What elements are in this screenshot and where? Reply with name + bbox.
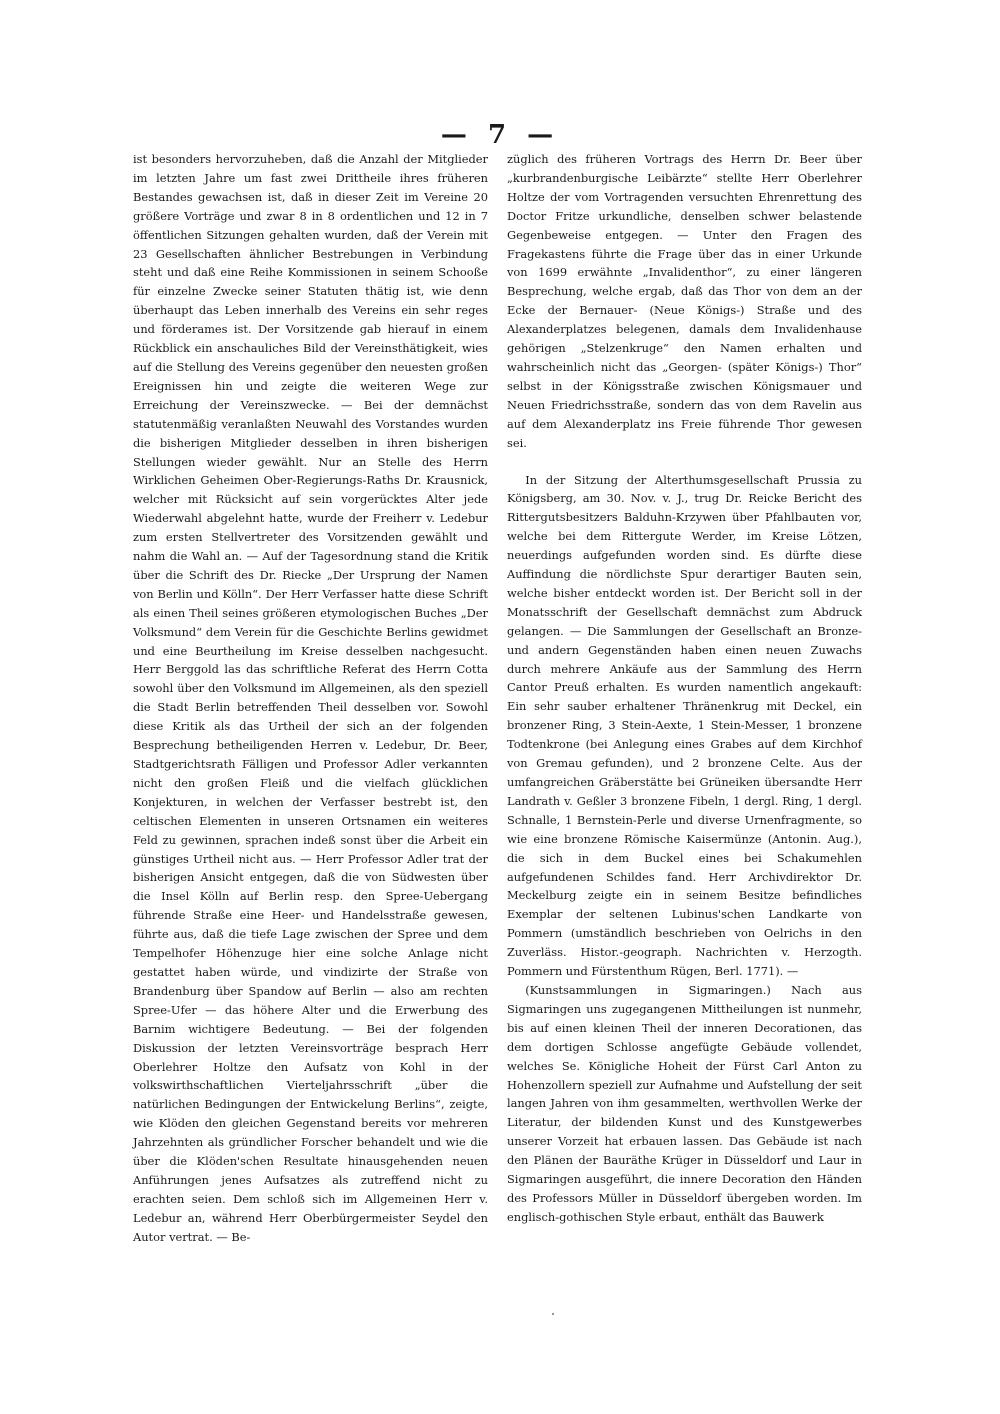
right-column bbox=[507, 150, 862, 1227]
paragraph: züglich des früheren Vortrags des Herrn Dr. Beer über „kurbrandenburgische Leibärzte“ stellte Herr Oberlehrer Holtze der vom Vortragenden versuchten Ehrenrettung des Doctor Fritze urkundliche, denselben schwer belastende Gegenbeweise entgegen. — Unter den Fragen des Fragekastens führte die Frage über das in einer Urkunde von 1699 erwähnte „Invalidenthor“, zu einer längeren Besprechung, welche ergab, daß das Thor von dem an der Ecke der Bernauer- (Neue Königs-) Straße und des Alexanderplatzes belegenen, damals dem Invalidenhause gehörigen „Stelzenkruge“ den Namen erhalten und wahrscheinlich nicht das „Georgen- (später Königs-) Thor“ selbst in der Königsstraße zwischen Königsmauer und Neuen Friedrichsstraße, sondern das von dem Ravelin aus auf dem Alexanderplatz ins Freie führende Thor gewesen sei. bbox=[507, 152, 862, 450]
print-speck bbox=[552, 1313, 554, 1315]
paragraph: In der Sitzung der Alterthumsgesellschaft Prussia zu Königsberg, am 30. Nov. v. J., trug Dr. Reicke Bericht des Rittergutsbesitzers Balduhn-Krzywen über Pfahlbauten vor, welche bei dem Rittergute Werder, im Kreise Lötzen, neuerdings aufgefunden worden sind. Es dürfte diese Auffindung die nördlichste Spur derartiger Bauten sein, welche bisher entdeckt worden ist. Der Bericht soll in der Monatsschrift der Gesellschaft demnächst zum Abdruck gelangen. — Die Sammlungen der Gesellschaft an Bronze- und andern Gegenständen haben einen neuen Zuwachs durch mehrere Ankäufe aus der Sammlung des Herrn Cantor Preuß erhalten. Es wurden namentlich angekauft: Ein sehr sauber erhaltener Thränenkrug mit Deckel, ein bronzener Ring, 3 Stein-Aexte, 1 Stein-Messer, 1 bronzene Todtenkrone (bei Anlegung eines Grabes auf dem Kirchhof von Gremau gefunden), und 2 bronzene Celte. Aus der umfangreichen Gräberstätte bei Grüneiken übersandte Herr Landrath v. Geßler 3 bronzene Fibeln, 1 dergl. Ring, 1 dergl. Schnalle, 1 Bernstein-Perle und diverse Urnenfragmente, so wie eine bronzene Römische Kaisermünze (Antonin. Aug.), die sich in dem Buckel eines bei Schakumehlen aufgefundenen Schildes fand. Herr Archivdirektor Dr. Meckelburg zeigte ein in seinem Besitze befindliches Exemplar der seltenen Lubinus'schen Landkarte von Pommern (umständlich beschrieben von Oelrichs in den Zuverläss. Histor.-geograph. Nachrichten v. Herzogth. Pommern und Fürstenthum Rügen, Berl. 1771). — bbox=[507, 472, 862, 979]
left-column bbox=[133, 150, 488, 1247]
page-number: — 7 — bbox=[440, 120, 560, 150]
paragraph: (Kunstsammlungen in Sigmaringen.) Nach aus Sigmaringen uns zugegangenen Mittheilungen ist nunmehr, bis auf einen kleinen Theil der inneren Decorationen, das dem dortigen Schlosse angefügte Gebäude vollendet, welches Se. Königliche Hoheit der Fürst Carl Anton zu Hohenzollern speziell zur Aufnahme und Aufstellung der seit langen Jahren von ihm gesammelten, werthvollen Werke der Literatur, der bildenden Kunst und des Kunstgewerbes unserer Vorzeit hat erbauen lassen. Das Gebäude ist nach den Plänen der Bauräthe Krüger in Düsseldorf und Laur in Sigmaringen ausgeführt, die innere Decoration den Händen des Professors Müller in Düsseldorf übergeben worden. Im englisch-gothischen Style erbaut, enthält das Bauwerk bbox=[507, 982, 862, 1224]
paragraph: ist besonders hervorzuheben, daß die Anzahl der Mitglieder im letzten Jahre um fast zwei Drittheile ihres früheren Bestandes gewachsen ist, daß in dieser Zeit im Vereine 20 größere Vorträge und zwar 8 in 8 ordentlichen und 12 in 7 öffentlichen Sitzungen gehalten wurden, daß der Verein mit 23 Gesellschaften ähnlicher Bestrebungen in Verbindung steht und daß eine Reihe Kommissionen in seinem Schooße für einzelne Zwecke seiner Statuten thätig ist, wie denn überhaupt das Leben innerhalb des Vereins ein sehr reges und förderames ist. Der Vorsitzende gab hierauf in einem Rückblick ein anschauliches Bild der Vereinsthätigkeit, wies auf die Stellung des Vereins gegenüber den neuesten großen Ereignissen hin und zeigte die weiteren Wege zur Erreichung der Vereinszwecke. — Bei der demnächst statutenmäßig veranlaßten Neuwahl des Vorstandes wurden die bisherigen Mitglieder desselben in ihren bisherigen Stellungen wieder gewählt. Nur an Stelle des Herrn Wirklichen Geheimen Ober-Regierungs-Raths Dr. Krausnick, welcher mit Rücksicht auf sein vorgerücktes Alter jede Wiederwahl abgelehnt hatte, wurde der Freiherr v. Ledebur zum ersten Stellvertreter des Vorsitzenden gewählt und nahm die Wahl an. — Auf der Tagesordnung stand die Kritik über die Schrift des Dr. Riecke „Der Ursprung der Namen von Berlin und Kölln“. Der Herr Verfasser hatte diese Schrift als einen Theil seines größeren etymologischen Buches „Der Volksmund“ dem Verein für die Geschichte Berlins gewidmet und eine Beurtheilung im Kreise desselben nachgesucht. Herr Berggold las das schriftliche Referat des Herrn Cotta sowohl über den Volksmund im Allgemeinen, als den speziell die Stadt Berlin betreffenden Theil desselben vor. Sowohl diese Kritik als das Urtheil der sich an der folgenden Besprechung betheiligenden Herren v. Ledebur, Dr. Beer, Stadtgerichtsrath Fälligen und Professor Adler verkannten nicht den großen Fleiß und die vielfach glücklichen Konjekturen, in welchen der Verfasser bestrebt ist, den celtischen Elementen in unseren Ortsnamen ein weiteres Feld zu gewinnen, sprachen indeß sonst über die Arbeit ein günstiges Urtheil nicht aus. — Herr Professor Adler trat der bisherigen Ansicht entgegen, daß die von Südwesten über die Insel Kölln auf Berlin resp. den Spree-Uebergang führende Straße eine Heer- und Handelsstraße gewesen, führte aus, daß die tiefe Lage zwischen der Spree und dem Tempelhofer Höhenzuge hier eine solche Anlage nicht gestattet haben würde, und vindizirte der Straße von Brandenburg über Spandow auf Berlin — also am rechten Spree-Ufer — das höhere Alter und die Erwerbung des Barnim wichtigere Bedeutung. — Bei der folgenden Diskussion der letzten Vereinsvorträge besprach Herr Oberlehrer Holtze den Aufsatz von Kohl in der volkswirthschaftlichen Vierteljahrsschrift „über die natürlichen Bedingungen der Entwickelung Berlins“, zeigte, wie Klöden den gleichen Gegenstand bereits vor mehreren Jahrzehnten als gründlicher Forscher behandelt und wie die über die Klöden'schen Resultate hinausgehenden neuen Anführungen jenes Aufsatzes als zutreffend nicht zu erachten seien. Dem schloß sich im Allgemeinen Herr v. Ledebur an, während Herr Oberbürgermeister Seydel den Autor vertrat. — Be- bbox=[133, 152, 488, 1244]
